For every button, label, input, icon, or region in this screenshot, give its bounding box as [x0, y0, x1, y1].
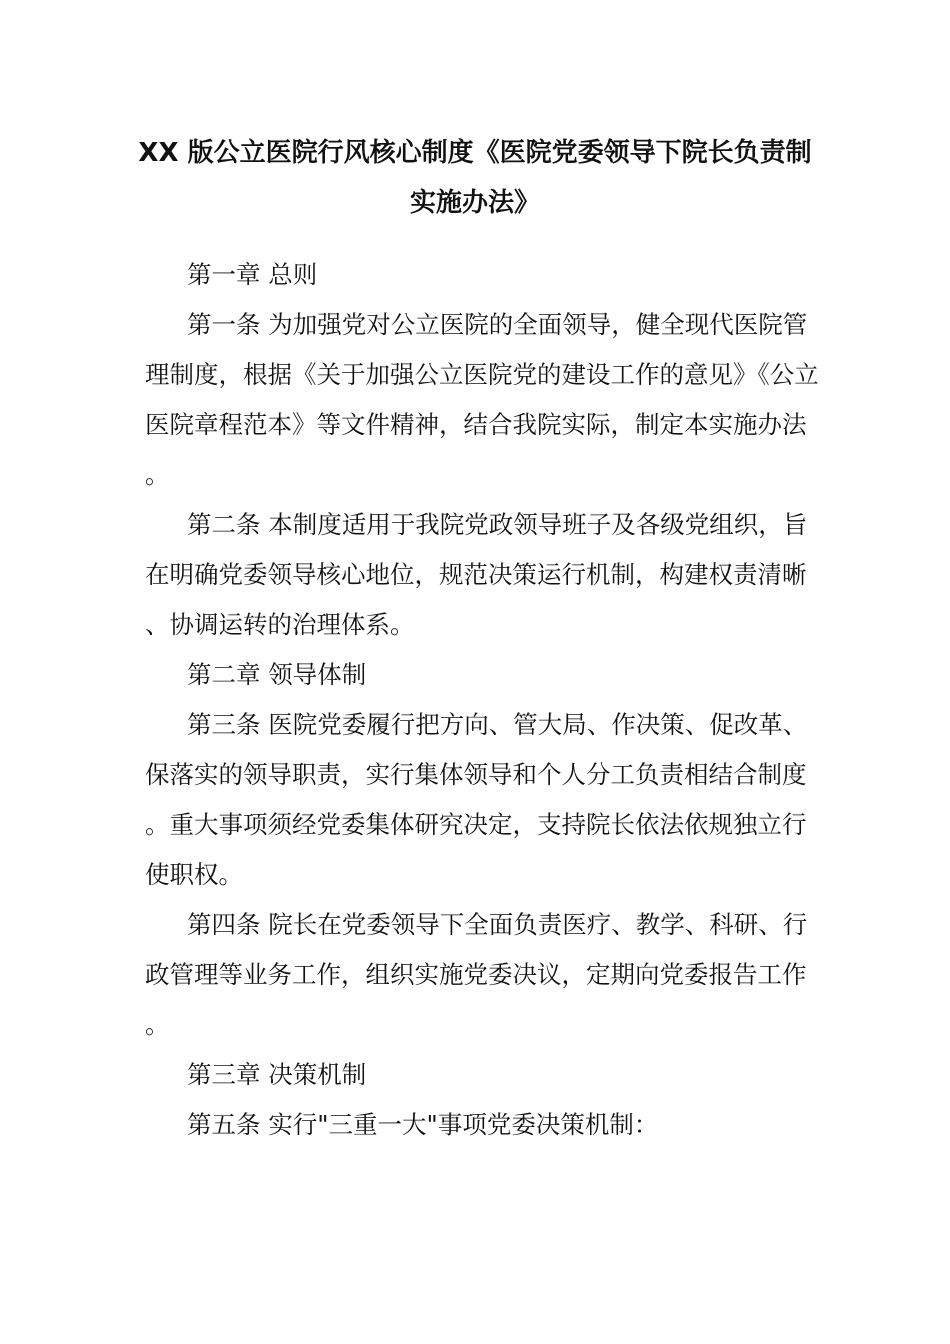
document-title [120, 128, 830, 228]
title-line-1: XX 版公立医院行风核心制度《医院党委领导下院长负责制 [138, 138, 812, 168]
article-4: 第四条 院长在党委领导下全面负责医疗、教学、科研、行政管理等业务工作，组织实施党委决议，定期向党委报告工作。 [145, 910, 808, 1039]
article-5: 第五条 实行"三重一大"事项党委决策机制： [187, 1110, 659, 1139]
document-body [145, 250, 825, 1150]
title-line-2: 实施办法》 [409, 188, 540, 218]
article-2: 第二条 本制度适用于我院党政领导班子及各级党组织，旨在明确党委领导核心地位，规范决策运行机制，构建权责清晰、协调运转的治理体系。 [145, 510, 808, 639]
article-1: 第一条 为加强党对公立医院的全面领导，健全现代医院管理制度，根据《关于加强公立医院党的建设工作的意见》《公立医院章程范本》等文件精神，结合我院实际，制定本实施办法。 [145, 310, 819, 489]
chapter-heading-1: 第一章 总则 [187, 260, 318, 289]
chapter-heading-2: 第二章 领导体制 [187, 660, 367, 689]
chapter-heading-3: 第三章 决策机制 [187, 1060, 367, 1089]
article-3: 第三条 医院党委履行把方向、管大局、作决策、促改革、保落实的领导职责，实行集体领导和个人分工负责相结合制度。重大事项须经党委集体研究决定，支持院长依法依规独立行使职权。 [145, 710, 808, 889]
